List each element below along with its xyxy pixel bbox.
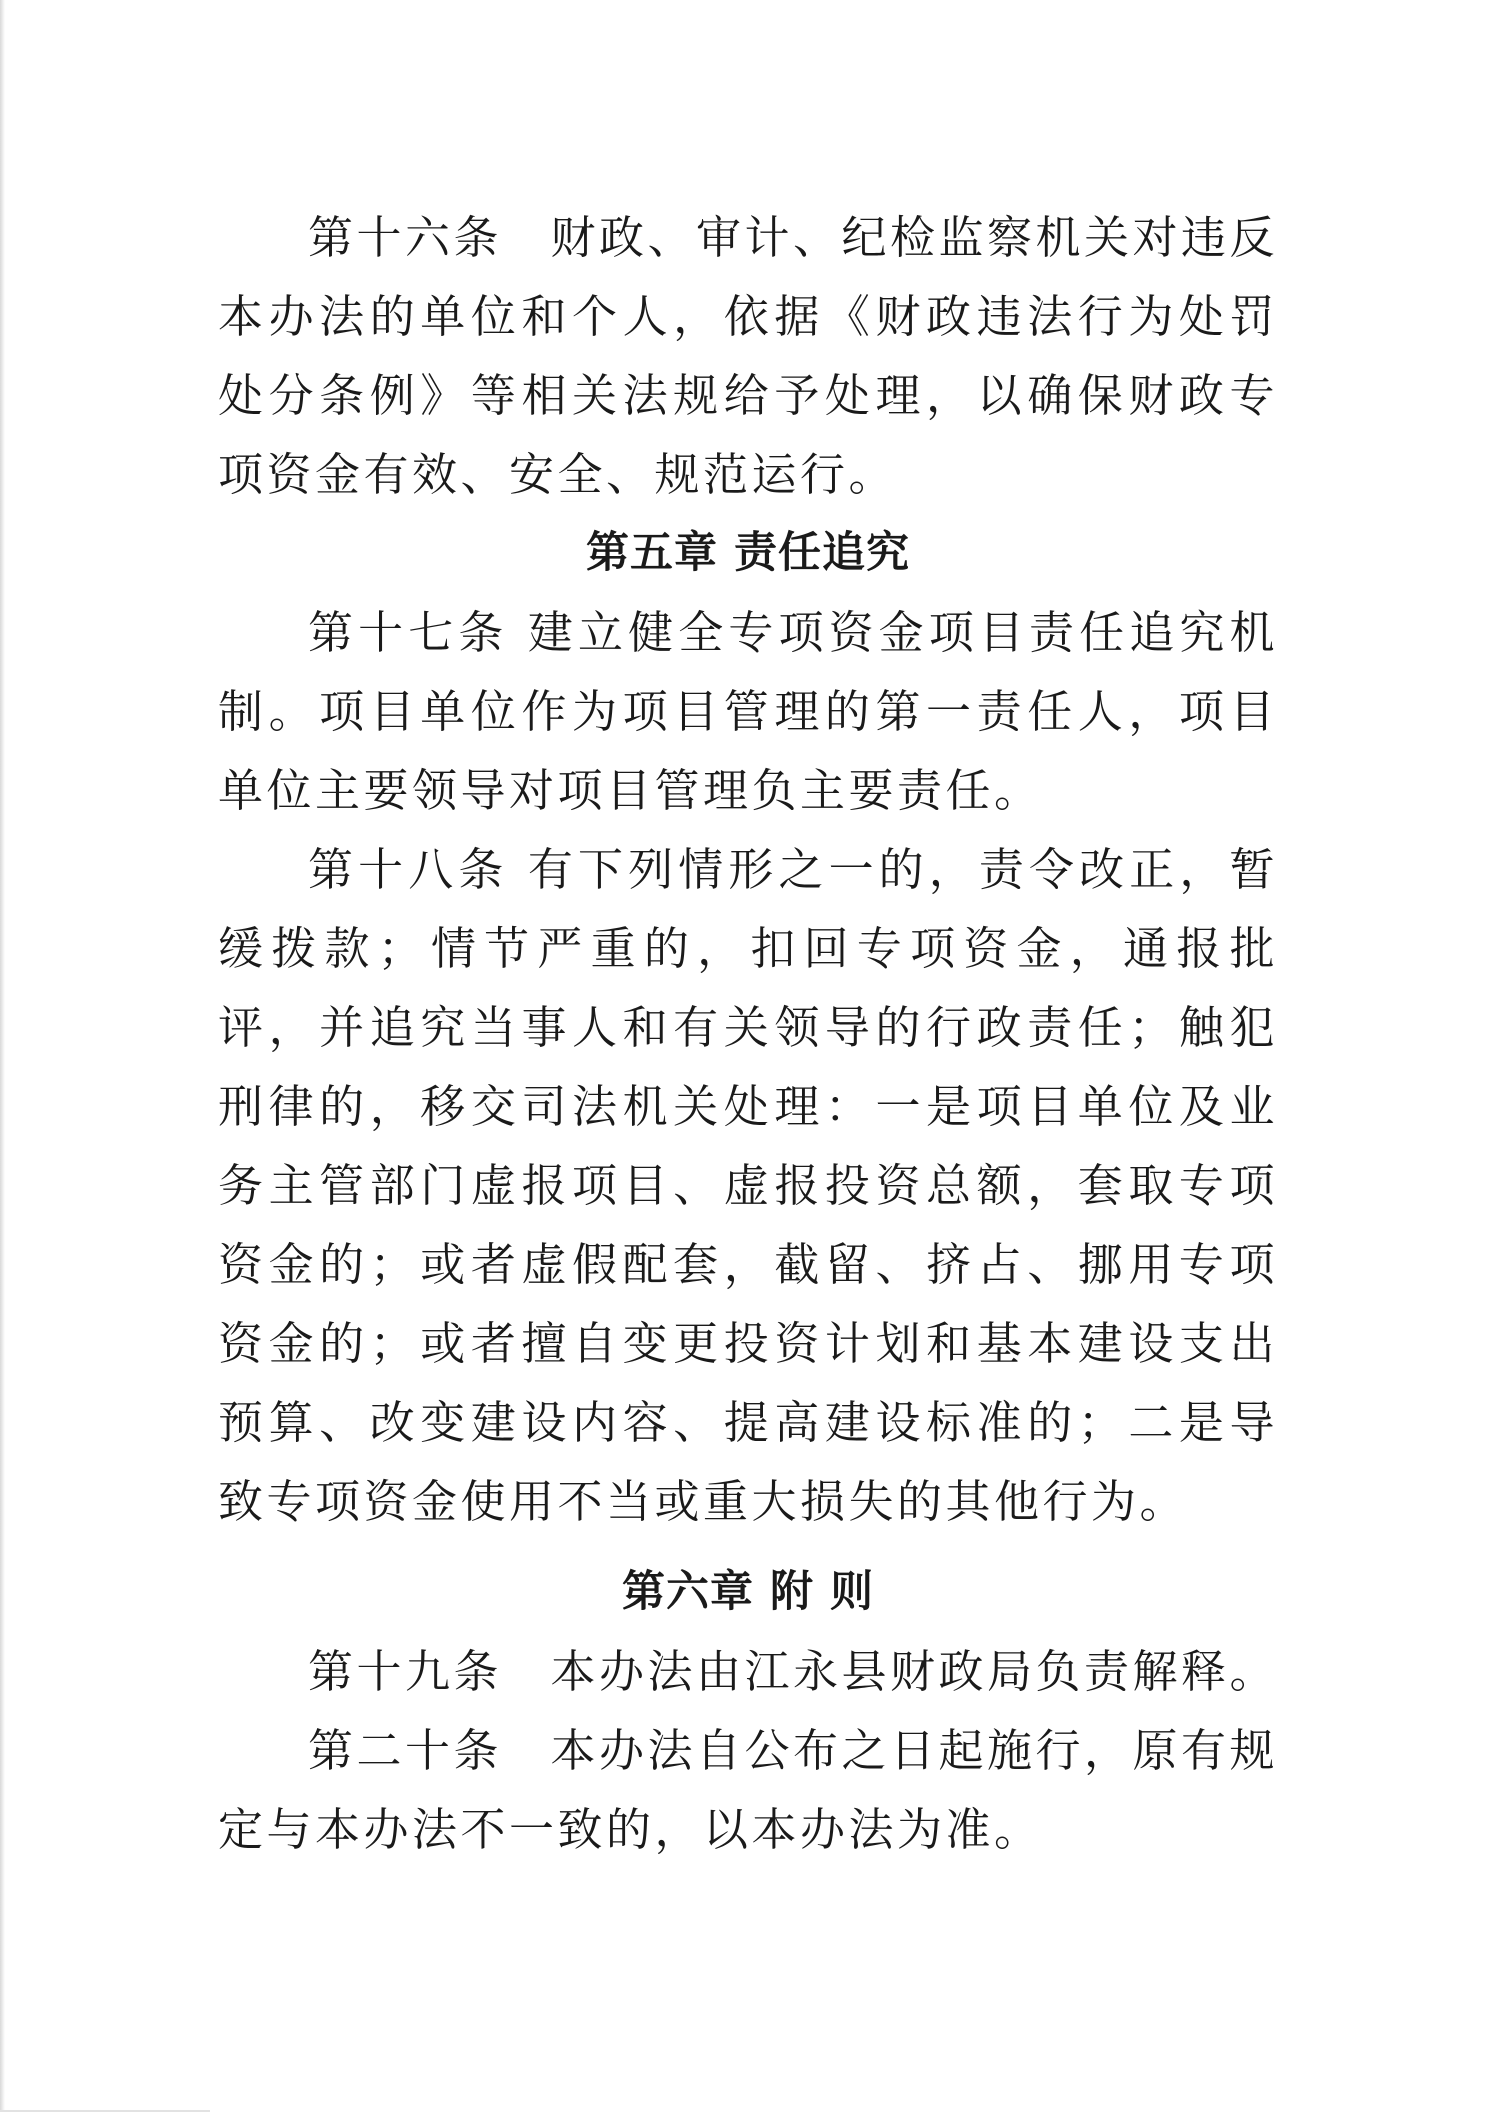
article-16: 第十六条 财政、审计、纪检监察机关对违反本办法的单位和个人，依据《财政违法行为处罚处分条例》等相关法规给予处理，以确保财政专项资金有效、安全、规范运行。 xyxy=(218,211,1279,501)
article-17: 第十七条 建立健全专项资金项目责任追究机制。项目单位作为项目管理的第一责任人，项目单位主要领导对项目管理负主要责任。 xyxy=(218,606,1278,817)
article-20: 第二十条 本办法自公布之日起施行，原有规定与本办法不一致的，以本办法为准。 xyxy=(218,1724,1279,1856)
chapter-5-title: 第五章 责任追究 xyxy=(586,528,910,578)
article-19: 第十九条 本办法由江永县财政局负责解释。 xyxy=(308,1645,1279,1698)
chapter-6-title: 第六章 附 则 xyxy=(622,1567,874,1617)
article-18: 第十八条 有下列情形之一的，责令改正，暂缓拨款；情节严重的，扣回专项资金，通报批评，并追究当事人和有关领导的行政责任；触犯刑律的，移交司法机关处理：一是项目单位及业务主管部门虚报项目、虚报投资总额，套取专项资金的；或者虚假配套，截留、挤占、挪用专项资金的；或者擅自变更投资计划和基本建设支出预算、改变建设内容、提高建设标准的；二是导致专项资金使用不当或重大损失的其他行为。 xyxy=(218,843,1278,1528)
scan-left-edge xyxy=(0,0,5,2112)
document-body xyxy=(218,198,1278,1869)
